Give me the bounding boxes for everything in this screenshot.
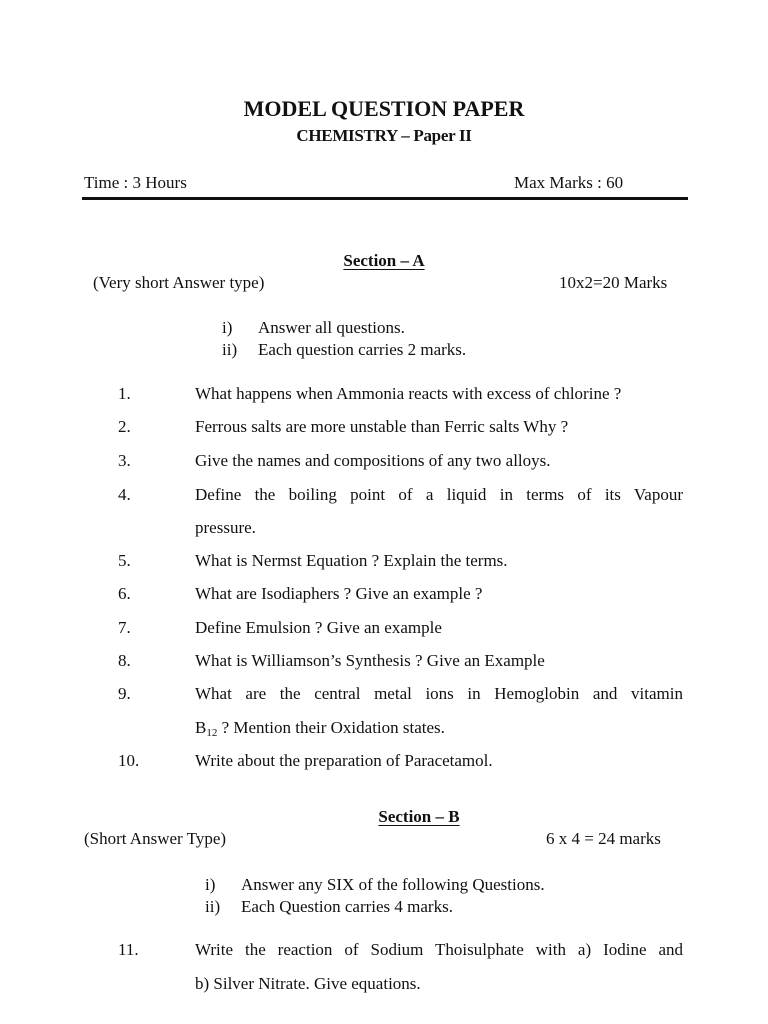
section-a-marks: 10x2=20 Marks <box>559 273 668 292</box>
instruction-text: Answer all questions. <box>258 318 405 337</box>
section-b-instruction <box>205 875 545 895</box>
question-number: 9. <box>118 684 131 703</box>
question-number: 7. <box>118 618 131 637</box>
question-text: What happens when Ammonia reacts with excess of chlorine ? <box>195 384 622 403</box>
question-text-continued: pressure. <box>195 518 256 537</box>
section-a-instruction <box>222 340 466 360</box>
section-b-type: (Short Answer Type) <box>84 829 227 848</box>
instruction-text: Each question carries 2 marks. <box>258 340 467 359</box>
question-number: 3. <box>118 451 131 470</box>
question-text: Write the reaction of Sodium Thoisulphate with a) Iodine and <box>195 940 683 959</box>
question-number: 2. <box>118 417 131 436</box>
section-a-type: (Very short Answer type) <box>93 273 265 292</box>
question-text: What is Williamson’s Synthesis ? Give an Example <box>195 651 545 670</box>
question-number: 8. <box>118 651 131 670</box>
question-number: 10. <box>118 751 140 770</box>
question-number: 4. <box>118 485 131 504</box>
question-text: Define Emulsion ? Give an example <box>195 618 442 637</box>
instruction-number: i) <box>205 875 216 894</box>
instruction-number: ii) <box>205 897 221 916</box>
paper-subtitle: CHEMISTRY – Paper II <box>296 126 472 145</box>
section-a-heading: Section – A <box>343 251 425 270</box>
instruction-text: Answer any SIX of the following Questions. <box>241 875 545 894</box>
section-b-instruction <box>205 897 453 917</box>
section-b-heading: Section – B <box>378 807 460 826</box>
question-text: Write about the preparation of Paracetamol. <box>195 751 493 770</box>
question-text: What is Nermst Equation ? Explain the terms. <box>195 551 508 570</box>
question-text: Define the boiling point of a liquid in terms of its Vapour <box>195 485 683 504</box>
question-text-continued: b) Silver Nitrate. Give equations. <box>195 974 421 993</box>
header-divider <box>82 197 688 200</box>
instruction-text: Each Question carries 4 marks. <box>241 897 453 916</box>
section-a-instruction <box>222 318 405 338</box>
max-marks-label: Max Marks : 60 <box>514 173 624 192</box>
time-label: Time : 3 Hours <box>84 173 187 192</box>
question-text: Ferrous salts are more unstable than Ferric salts Why ? <box>195 417 569 436</box>
paper-title: MODEL QUESTION PAPER <box>243 96 525 121</box>
question-number: 1. <box>118 384 131 403</box>
question-number: 6. <box>118 584 131 603</box>
question-number: 11. <box>118 940 139 959</box>
question-text: What are the central metal ions in Hemoglobin and vitamin <box>195 684 683 703</box>
vitamin-symbol: B <box>195 718 207 737</box>
instruction-number: ii) <box>222 340 238 359</box>
section-b-marks: 6 x 4 = 24 marks <box>546 829 661 848</box>
question-number: 5. <box>118 551 131 570</box>
question-text: What are Isodiaphers ? Give an example ? <box>195 584 483 603</box>
instruction-number: i) <box>222 318 233 337</box>
question-text-tail: ? Mention their Oxidation states. <box>217 718 445 737</box>
question-text: Give the names and compositions of any two alloys. <box>195 451 551 470</box>
vitamin-subscript: 12 <box>206 727 218 739</box>
question-text-continued <box>195 718 683 739</box>
